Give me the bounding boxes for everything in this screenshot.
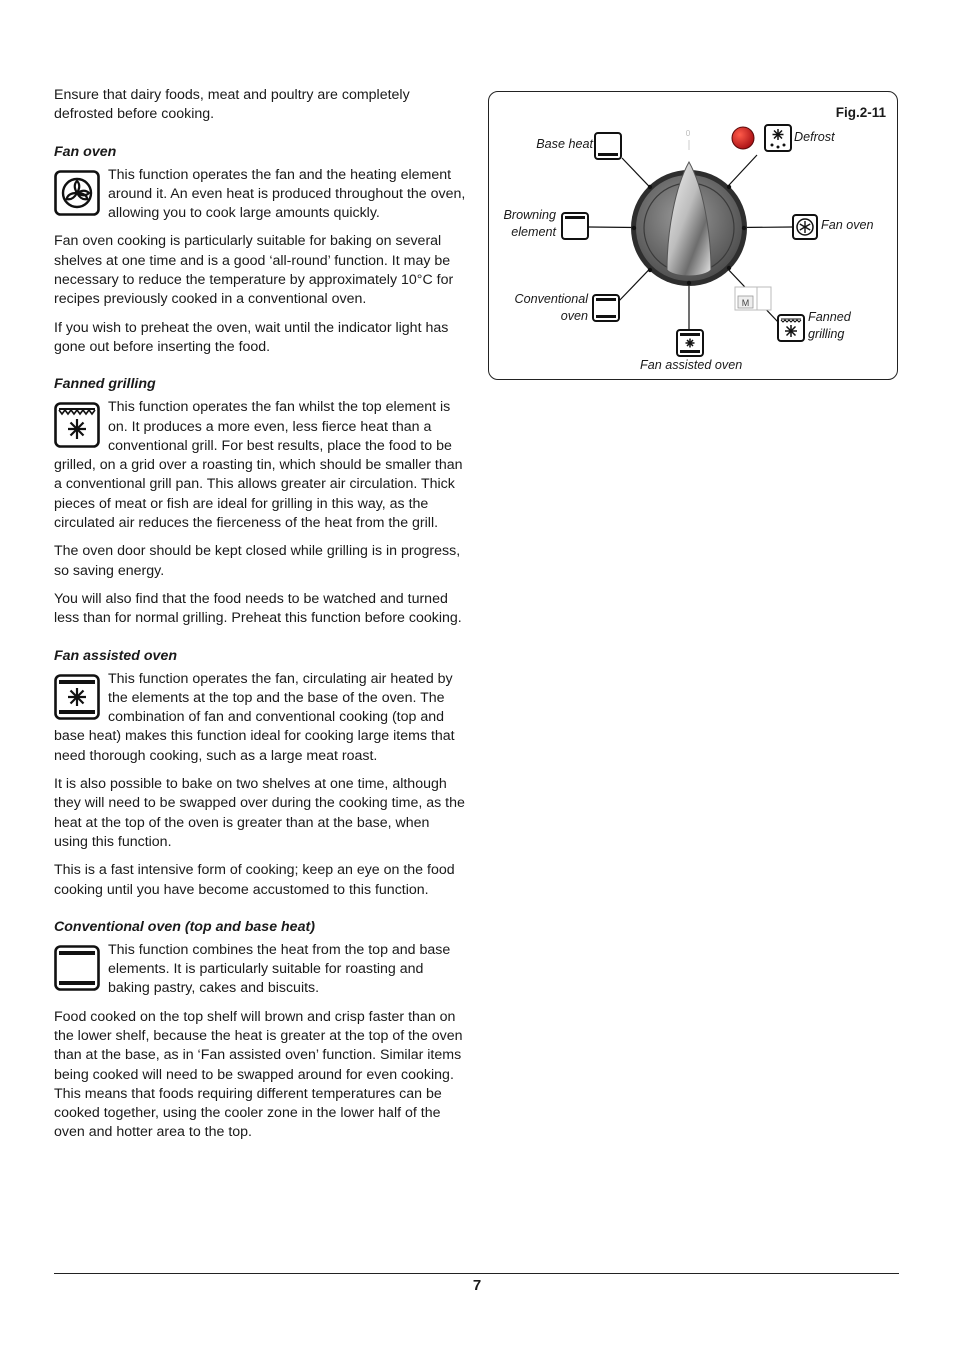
fanned-line1: Fanned xyxy=(808,310,851,324)
fanned-grilling-label xyxy=(808,309,851,343)
defrost-icon xyxy=(765,125,791,151)
fanned-grilling-p2: The oven door should be kept closed while grilling is in progress, so saving energy. xyxy=(54,543,461,579)
page-number: 7 xyxy=(472,1277,482,1294)
base-heat-label: Base heat xyxy=(536,137,593,151)
fan-assisted-small-icon xyxy=(677,330,703,356)
browning-element-icon xyxy=(562,213,588,239)
defrost-label: Defrost xyxy=(794,130,835,144)
figure-label: Fig.2-11 xyxy=(835,105,886,120)
fan-assisted-p1: This function operates the fan, circulating air heated by the elements at the top and the base of the oven. The combination of fan and conventional cooking (top and base heat) makes this function ideal for cooking large items that need thorough cooking, such as a large meat roast. xyxy=(54,670,455,764)
conventional-oven-small-icon xyxy=(593,295,619,321)
fan-assisted-p3: This is a fast intensive form of cooking; keep an eye on the food cooking until you have become accustomed to this function. xyxy=(54,862,455,898)
fan-oven-small-icon xyxy=(793,215,817,239)
conventional-oven-icon xyxy=(54,945,100,991)
conventional-p2: Food cooked on the top shelf will brown and crisp faster than on the lower shelf, because the heat is greater at the top of the oven than at the base, as in ‘Fan assisted oven’ function. Similar items being cooked will need to be swapped around for even cooking. This means that foods requiring different temperatures can be cooked together, using the cooler zone in the lower half of the oven and hotter area to the top. xyxy=(54,1008,463,1141)
fan-assisted-p2: It is also possible to bake on two shelves at one time, although they will need to be swapped over during the cooking time, as the heat at the top of the oven is greater than at the base, when using this function. xyxy=(54,776,465,850)
fan-oven-icon xyxy=(54,170,100,216)
zero-mark: 0 xyxy=(685,129,691,138)
base-heat-icon xyxy=(595,133,621,159)
text-column xyxy=(54,86,466,1152)
fan-oven-p2: Fan oven cooking is particularly suitable for baking on several shelves at one time and is a good ‘all-round’ function. It may be necessary to reduce the temperature by approximately 10°C for recipes previously cooked in a conventional oven. xyxy=(54,233,454,308)
browning-element-label xyxy=(489,207,556,241)
fan-oven-p3: If you wish to preheat the oven, wait until the indicator light has gone out before inserting the food. xyxy=(54,319,449,355)
m-setting-box xyxy=(735,287,771,310)
fan-oven-heading: Fan oven xyxy=(54,143,117,160)
fanned-grilling-p3: You will also find that the food needs to be watched and turned less than for normal grilling. Preheat this function before cooking. xyxy=(54,590,462,627)
fanned-grilling-heading: Fanned grilling xyxy=(54,376,156,393)
intro-paragraph: Ensure that dairy foods, meat and poultry are completely defrosted before cooking. xyxy=(54,87,410,123)
fan-oven-label: Fan oven xyxy=(821,218,874,232)
fanned-grilling-icon xyxy=(54,402,100,448)
m-mark: M xyxy=(741,298,750,308)
fanned-grilling-p1: This function operates the fan whilst the top element is on. It produces a more even, less fierce heat than a conventional grill. For best results, place the food to be grilled, on a grid over a roasting tin, which should be smaller than a conventional grill pan. This allows greater air circulation. Thick pieces of meat or fish are ideal for grilling in this way, as the circulated air reduces the fierceness of the heat from the grill. xyxy=(54,399,463,532)
oven-function-dial-figure xyxy=(488,91,898,380)
conventional-line1: Conventional xyxy=(514,292,588,306)
fan-assisted-icon xyxy=(54,674,100,720)
conventional-heading: Conventional oven (top and base heat) xyxy=(54,918,315,935)
fanned-grilling-small-icon xyxy=(778,315,804,341)
browning-line1: Browning xyxy=(503,208,556,222)
conventional-line2: oven xyxy=(560,309,588,323)
indicator-light xyxy=(732,127,754,149)
browning-line2: element xyxy=(511,225,556,239)
conventional-oven-label xyxy=(489,291,588,325)
conventional-p1: This function combines the heat from the top and base elements. It is particularly suitable for roasting and baking pastry, cakes and biscuits. xyxy=(108,941,451,997)
fanned-line2: grilling xyxy=(808,327,845,341)
fan-assisted-heading: Fan assisted oven xyxy=(54,647,178,664)
fan-oven-p1: This function operates the fan and the heating element around it. An even heat is produced throughout the oven, allowing you to cook large amounts quickly. xyxy=(108,166,466,222)
fan-assisted-label: Fan assisted oven xyxy=(640,358,743,372)
footer-rule xyxy=(54,1273,899,1274)
